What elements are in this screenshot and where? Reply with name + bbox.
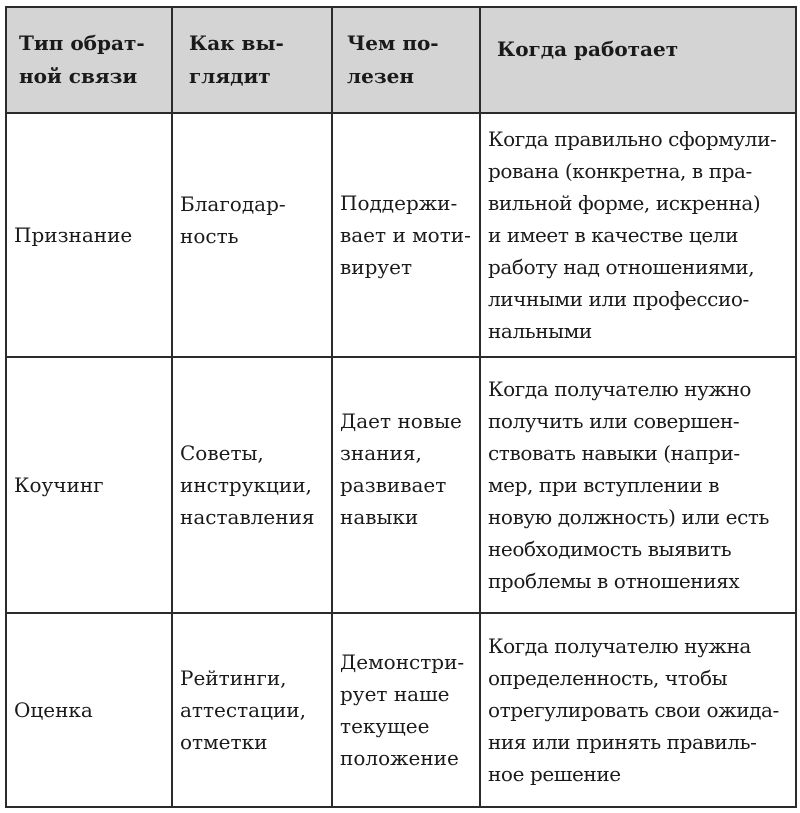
- cell-when: [480, 613, 796, 807]
- cell-when-line: ния или принять правиль-: [488, 730, 757, 754]
- cell-when-line: вильной форме, искренна): [488, 191, 761, 215]
- header-use-line: Чем по-: [347, 31, 439, 55]
- cell-use-line: вает и моти-: [340, 223, 471, 247]
- cell-type: [6, 113, 172, 357]
- cell-use-line: вирует: [340, 255, 413, 279]
- cell-when-line: и имеет в качестве цели: [488, 223, 739, 247]
- cell-look-line: ность: [180, 224, 239, 248]
- cell-when-line: необходимость выявить: [488, 537, 732, 561]
- cell-type-text: Оценка: [14, 698, 93, 722]
- cell-when-line: отрегулировать свои ожида-: [488, 698, 779, 722]
- header-type-line: Тип обрат-: [19, 31, 145, 55]
- table-row: [6, 113, 796, 357]
- header-use: [332, 7, 480, 113]
- table-header-row: [6, 7, 796, 113]
- cell-when: [480, 113, 796, 357]
- header-type: [6, 7, 172, 113]
- cell-type: [6, 357, 172, 613]
- cell-use: [332, 113, 480, 357]
- cell-look: [172, 613, 332, 807]
- cell-when-line: нальными: [488, 319, 592, 343]
- table-row: [6, 357, 796, 613]
- cell-use: [332, 613, 480, 807]
- header-type-line: ной связи: [19, 64, 138, 88]
- cell-look-line: инструкции,: [180, 473, 312, 497]
- cell-when-line: ствовать навыки (напри-: [488, 441, 740, 465]
- cell-when-line: новую должность) или есть: [488, 505, 770, 529]
- cell-look-line: Благодар-: [180, 192, 286, 216]
- feedback-types-table: [5, 6, 797, 808]
- cell-when-line: Когда получателю нужна: [488, 634, 751, 658]
- cell-when-line: мер, при вступлении в: [488, 473, 720, 497]
- cell-type-text: Признание: [14, 223, 133, 247]
- cell-when-line: Когда правильно сформули-: [488, 127, 777, 151]
- header-use-line: лезен: [347, 64, 414, 88]
- cell-look-line: аттестации,: [180, 698, 306, 722]
- cell-when: [480, 357, 796, 613]
- cell-look-line: Рейтинги,: [180, 666, 287, 690]
- header-when: [480, 7, 796, 113]
- cell-when-line: личными или профессио-: [488, 287, 749, 311]
- cell-type-text: Коучинг: [14, 473, 104, 497]
- cell-use-line: рует наше: [340, 682, 450, 706]
- cell-use-line: развивает: [340, 473, 447, 497]
- cell-use-line: Поддержи-: [340, 191, 458, 215]
- header-when-line: Когда работает: [497, 36, 679, 61]
- cell-use-line: навыки: [340, 505, 419, 529]
- cell-look: [172, 113, 332, 357]
- header-look-line: Как вы-: [189, 31, 284, 55]
- cell-when-line: работу над отношениями,: [488, 255, 755, 279]
- cell-use: [332, 357, 480, 613]
- header-look: [172, 7, 332, 113]
- table-row: [6, 613, 796, 807]
- cell-look-line: Советы,: [180, 441, 264, 465]
- cell-use-line: текущее: [340, 714, 430, 738]
- cell-use-line: Демонстри-: [340, 650, 465, 674]
- cell-look-line: отметки: [180, 730, 268, 754]
- cell-type: [6, 613, 172, 807]
- cell-when-line: ное решение: [488, 762, 621, 786]
- cell-when-line: рована (конкретна, в пра-: [488, 159, 752, 183]
- cell-use-line: Дает новые: [340, 409, 462, 433]
- cell-use-line: положение: [340, 746, 459, 770]
- cell-when-line: проблемы в отношениях: [488, 569, 740, 593]
- cell-use-line: знания,: [340, 441, 422, 465]
- cell-when-line: получить или совершен-: [488, 409, 740, 433]
- cell-look-line: наставления: [180, 505, 315, 529]
- cell-look: [172, 357, 332, 613]
- cell-when-line: определенность, чтобы: [488, 666, 728, 690]
- header-look-line: глядит: [189, 64, 271, 88]
- cell-when-line: Когда получателю нужно: [488, 377, 752, 401]
